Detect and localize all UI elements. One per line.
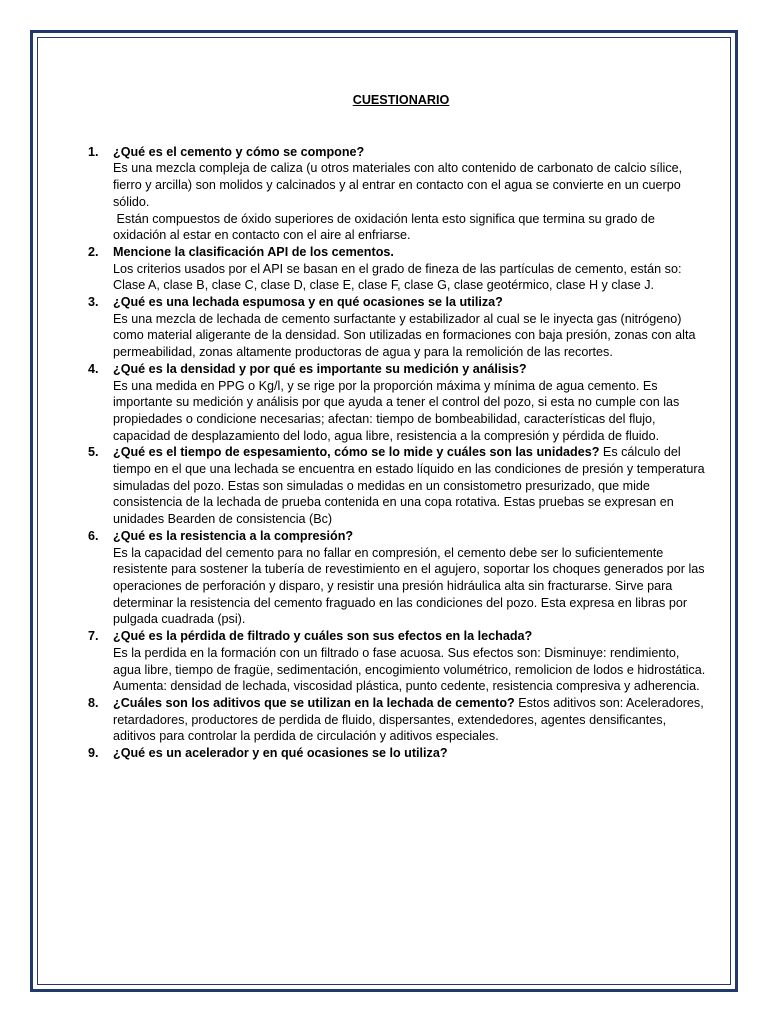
question-title: ¿Qué es el tiempo de espesamiento, cómo se lo mide y cuáles son las unidades? [113,445,600,460]
answer-paragraph: Los criterios usados por el API se basan en el grado de fineza de las partículas de cemento, están so: [113,261,682,276]
question-line [113,745,706,762]
question-body [113,144,706,244]
question-title: ¿Qué es el cemento y cómo se compone? [113,144,365,159]
question-line [113,695,706,745]
question-item [88,745,706,762]
question-number: 2. [88,244,99,259]
question-item [88,444,706,528]
question-title: Mencione la clasificación API de los cementos. [113,244,394,259]
answer-paragraph: Aumenta: densidad de lechada, viscosidad plástica, punto cedente, resistencia compresiva y adherencia. [113,679,700,694]
question-title: ¿Cuáles son los aditivos que se utilizan en la lechada de cemento? [113,695,515,710]
answer-paragraph: Están compuestos de óxido superiores de oxidación lenta esto significa que termina su grado de oxidación al estar en contacto con el aire al enfriarse. [113,211,659,243]
answer-paragraph: Es la capacidad del cemento para no fallar en compresión, el cemento debe ser lo suficientemente resistente para sostener la tubería de revestimiento en el agujero, soportar los choques generados por las operaciones de perforación y disparo, y resistir una presión hidráulica alta sin fracturarse. Sirve para determinar la resistencia del cemento fraguado en las condiciones del pozo. Esta expresa en libras por pulgada cuadrada (psi). [113,545,705,627]
question-number: 8. [88,695,99,710]
question-number: 7. [88,629,99,644]
question-item [88,244,706,294]
question-body [113,294,706,361]
question-line [113,244,706,261]
question-line [113,628,706,645]
question-item [88,294,706,361]
document-title: CUESTIONARIO [352,93,450,107]
question-body [113,695,706,745]
question-body [113,745,706,762]
answer-paragraph: Clase A, clase B, clase C, clase D, clase E, clase F, clase G, clase geotérmico, clase H y clase J. [113,278,655,293]
question-title: ¿Qué es la densidad y por qué es importante su medición y análisis? [113,361,527,376]
answer-inline-text: Es cálculo del tiempo en el que una lechada se encuentra en estado líquido en las condiciones de presión y temperatura simuladas del pozo. Estas son simuladas o medidas en un consistometro presurizado, que mide consistencia de la lechada de prueba contenida en una copa rotativa. Estas pruebas se expresan en unidades Bearden de consistencia (Bc) [113,445,705,527]
question-body [113,528,706,628]
question-line [113,144,706,161]
question-title: ¿Qué es la resistencia a la compresión? [113,528,354,543]
document-body [88,92,706,762]
question-line [113,294,706,311]
question-item [88,528,706,628]
answer-paragraph: Es una mezcla de lechada de cemento surfactante y estabilizador al cual se le inyecta gas (nitrógeno) como material aligerante de la densidad. Son utilizadas en formaciones con baja presión, zonas con alta permeabilidad, zonas altamente productoras de agua y para la remolición de las recortes. [113,311,696,360]
question-item [88,361,706,445]
answer-inline-text: Estos aditivos son: Aceleradores, retardadores, productores de perdida de fluido, dispersantes, extendedores, agentes densificantes, aditivos para controlar la perdida de circulación y aditivos especiales. [113,695,704,744]
question-number: 4. [88,361,99,376]
question-number: 1. [88,144,99,159]
question-number: 3. [88,295,99,310]
question-item [88,695,706,745]
question-body [113,244,706,294]
question-title: ¿Qué es una lechada espumosa y en qué ocasiones se la utiliza? [113,295,503,310]
question-number: 5. [88,445,99,460]
question-title: ¿Qué es la pérdida de filtrado y cuáles son sus efectos en la lechada? [113,629,533,644]
answer-paragraph: Es una mezcla compleja de caliza (u otros materiales con alto contenido de carbonato de calcio sílice, fierro y arcilla) son molidos y calcinados y al entrar en contacto con el agua se convierte en un cuerpo sólido. [113,161,683,209]
answer-paragraph: Es la perdida en la formación con un filtrado o fase acuosa. Sus efectos son: Disminuye: rendimiento, agua libre, tiempo de fragüe, sedimentación, encogimiento volumétrico, remolicion de lodos e hidrostática. [113,645,706,677]
question-list [88,144,706,762]
question-body [113,361,706,445]
question-item [88,628,706,695]
question-item [88,144,706,244]
question-body [113,444,706,528]
question-number: 6. [88,528,99,543]
answer-paragraph: Es una medida en PPG o Kg/l, y se rige por la proporción máxima y mínima de agua cemento. Es importante su medición y análisis por que ayuda a tener el control del pozo, si esta no cumple con las propiedades o condicione necesarias; afectan: tiempo de bombeabilidad, características del flujo, capacidad de desplazamiento del lodo, agua libre, resistencia a la compresión y pérdida de fluido. [113,378,680,443]
question-title: ¿Qué es un acelerador y en qué ocasiones se lo utiliza? [113,746,448,761]
question-line [113,361,706,378]
question-body [113,628,706,695]
question-line [113,444,706,528]
question-number: 9. [88,746,99,761]
question-line [113,528,706,545]
